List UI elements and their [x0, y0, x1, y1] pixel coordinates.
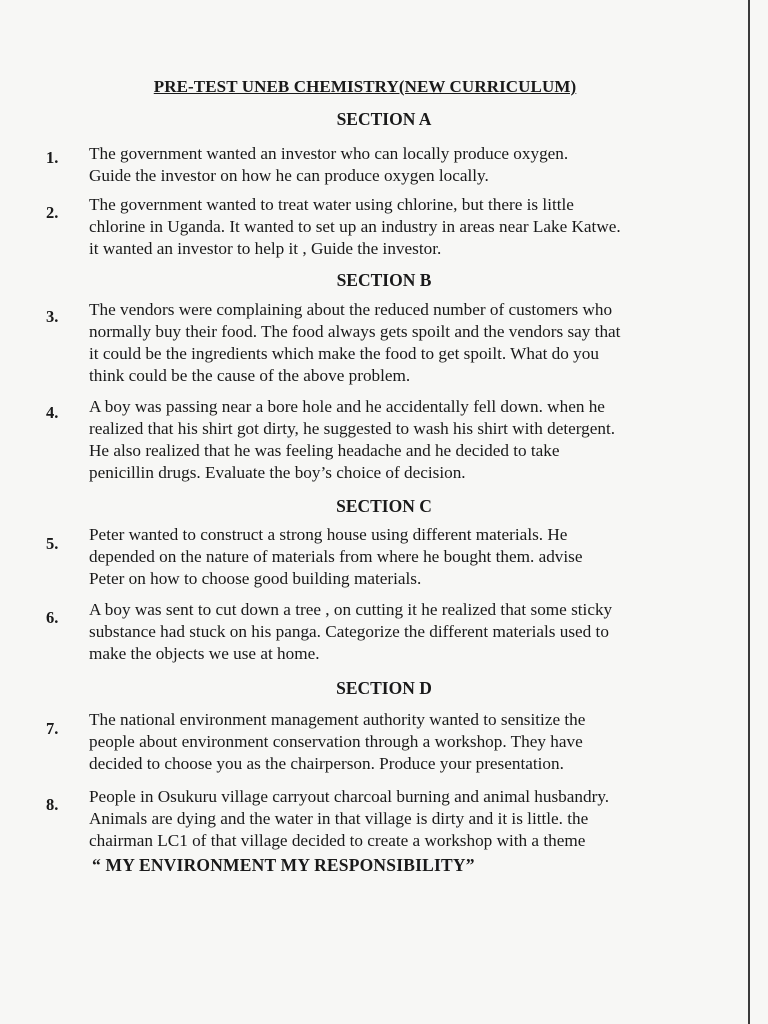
- section-heading-a: SECTION A: [336, 109, 432, 129]
- page-title: PRE-TEST UNEB CHEMISTRY(NEW CURRICULUM): [153, 77, 577, 96]
- workshop-theme: “ MY ENVIRONMENT MY RESPONSIBILITY”: [92, 855, 475, 875]
- section-heading-c: SECTION C: [336, 496, 432, 516]
- section-heading-b: SECTION B: [336, 270, 432, 290]
- question-number: 5.: [46, 534, 59, 553]
- question-text: People in Osukuru village carryout charcoal burning and animal husbandry. Animals are dying and the water in that village is dirty and it is little. the chairman LC1 of that village decided to create a workshop with a theme: [89, 787, 610, 850]
- question-text: Peter wanted to construct a strong house using different materials. He depended on the nature of materials from where he bought them. advise Peter on how to choose good building materials.: [89, 525, 583, 588]
- question-number: 2.: [46, 203, 59, 222]
- question-number: 6.: [46, 608, 59, 627]
- question-number: 3.: [46, 307, 59, 326]
- question-number: 8.: [46, 795, 59, 814]
- question-text: A boy was passing near a bore hole and he accidentally fell down. when he realized that his shirt got dirty, he suggested to wash his shirt with detergent. He also realized that he was feeling headache and he decided to take penicillin drugs. Evaluate the boy’s choice of decision.: [89, 397, 616, 482]
- question-text: A boy was sent to cut down a tree , on cutting it he realized that some sticky substance had stuck on his panga. Categorize the different materials used to make the objects we use at home.: [89, 600, 613, 663]
- question-number: 4.: [46, 403, 59, 422]
- section-heading-d: SECTION D: [336, 678, 432, 698]
- question-number: 1.: [46, 148, 59, 167]
- question-text: The government wanted to treat water using chlorine, but there is little chlorine in Uganda. It wanted to set up an industry in areas near Lake Katwe. it wanted an investor to help it , Guide the investor.: [89, 195, 621, 258]
- question-number: 7.: [46, 719, 59, 738]
- question-text: The government wanted an investor who can locally produce oxygen. Guide the investor on how he can produce oxygen locally.: [89, 144, 569, 185]
- question-text: The vendors were complaining about the reduced number of customers who normally buy their food. The food always gets spoilt and the vendors say that it could be the ingredients which make the food to get spoilt. What do you think could be the cause of the above problem.: [89, 300, 621, 385]
- question-text: The national environment management authority wanted to sensitize the people about environment conservation through a workshop. They have decided to choose you as the chairperson. Produce your presentation.: [89, 710, 586, 773]
